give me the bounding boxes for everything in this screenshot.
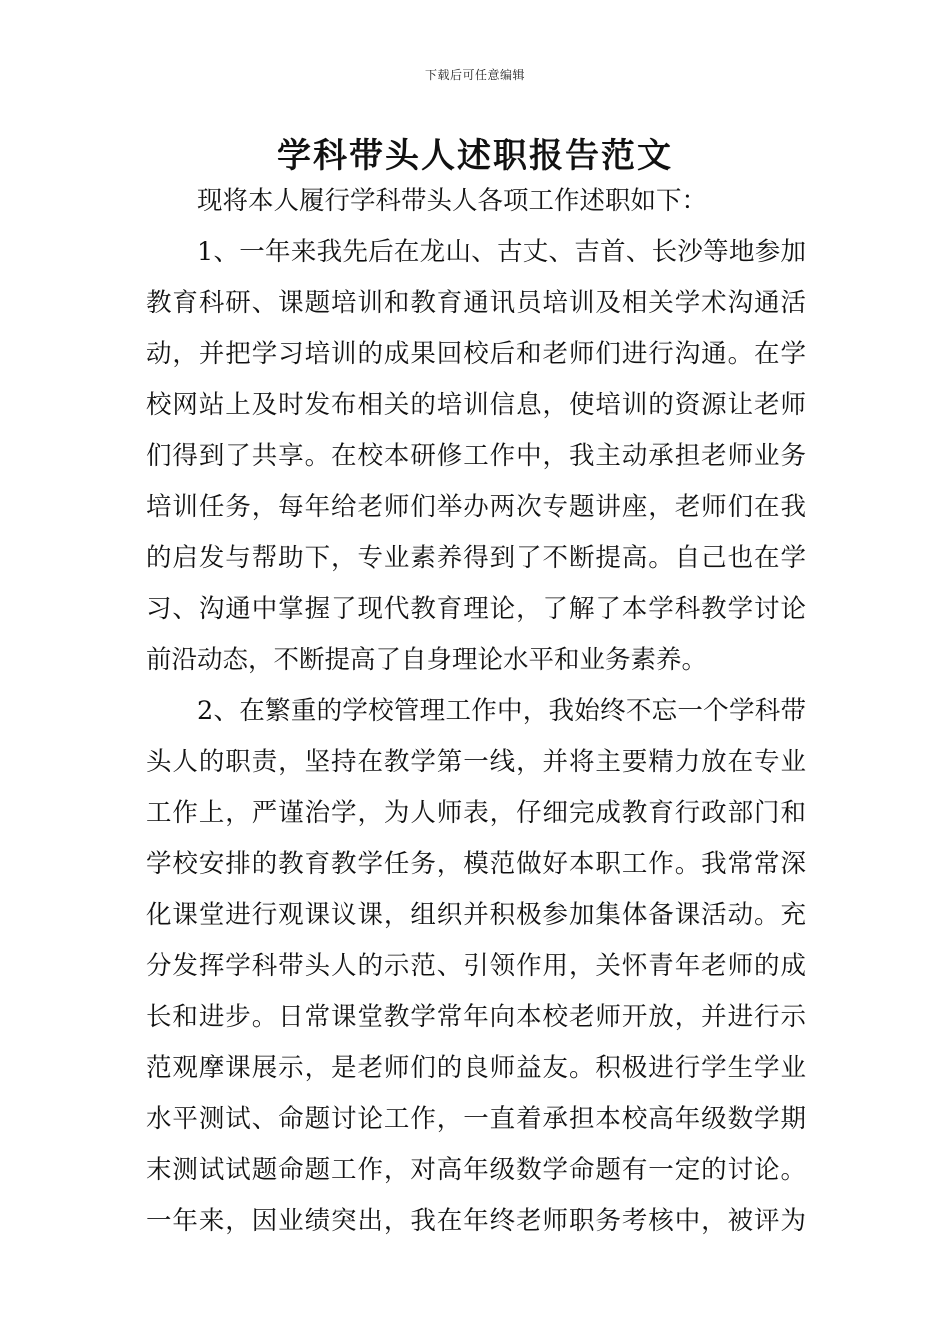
paragraph-intro: 现将本人履行学科带头人各项工作述职如下： <box>197 186 708 216</box>
paragraph-item-2: 2、在繁重的学校管理工作中，我始终不忘一个学科带头人的职责，坚持在教学第一线，并将主要精力放在专业工作上，严谨治学，为人师表，仔细完成教育行政部门和学校安排的教育教学任务，模范做好本职工作。我常常深化课堂进行观课议课，组织并积极参加集体备课活动。充分发挥学科带头人的示范、引领作用，关怀青年老师的成长和进步。日常课堂教学常年向本校老师开放，并进行示范观摩课展示，是老师们的良师益友。积极进行学生学业水平测试、命题讨论工作，一直着承担本校高年级数学期末测试试题命题工作，对高年级数学命题有一定的讨论。一年来，因业绩突出，我在年终老师职务考核中，被评为 <box>146 696 806 1236</box>
document-body <box>146 176 806 1247</box>
document-title: 学科带头人述职报告范文 <box>277 136 673 176</box>
paragraph-item-1: 1、一年来我先后在龙山、古丈、吉首、长沙等地参加教育科研、课题培训和教育通讯员培训及相关学术沟通活动，并把学习培训的成果回校后和老师们进行沟通。在学校网站上及时发布相关的培训信息，使培训的资源让老师们得到了共享。在校本研修工作中，我主动承担老师业务培训任务，每年给老师们举办两次专题讲座，老师们在我的启发与帮助下，专业素养得到了不断提高。自己也在学习、沟通中掌握了现代教育理论，了解了本学科教学讨论前沿动态，不断提高了自身理论水平和业务素养。 <box>146 237 806 675</box>
header-note: 下载后可任意编辑 <box>424 68 525 82</box>
